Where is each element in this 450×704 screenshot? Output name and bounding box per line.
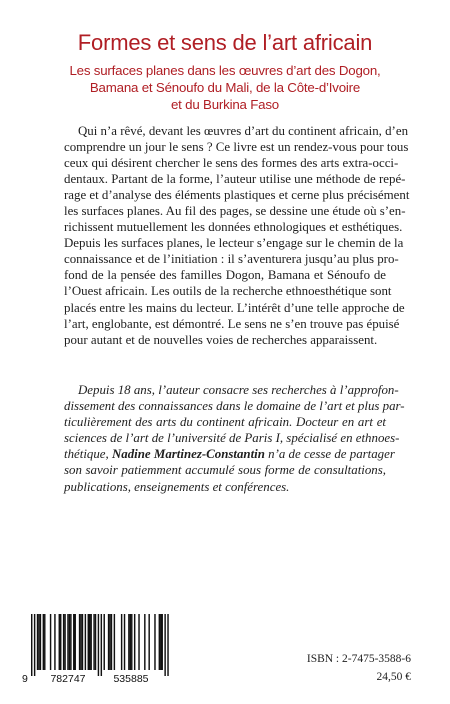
bio-text: n’a de cesse de partager: [264, 447, 395, 462]
description-line: pour autant et de nouvelles voies de recherches apparaissent.: [64, 332, 378, 347]
barcode-bar: [167, 614, 168, 676]
barcode-bar: [114, 614, 115, 670]
bio-line: son savoir patiemment accumulé sous forme de consultations,: [64, 463, 386, 478]
barcode-digits: 535885: [113, 673, 149, 684]
description-line: Qui n’a rêvé, devant les œuvres d’art du continent africain, d’en: [78, 124, 409, 138]
barcode-bar: [50, 614, 51, 670]
book-title: Formes et sens de l’art africain: [77, 30, 373, 55]
price: 24,50 €: [376, 671, 411, 683]
bio-line: publications, enseignements et conférences.: [64, 479, 290, 494]
barcode-bar: [54, 614, 55, 670]
barcode-bar: [159, 614, 160, 670]
barcode-bar: [162, 614, 163, 670]
barcode-bar: [70, 614, 71, 670]
barcode-bar: [104, 614, 105, 670]
barcode-bar: [93, 614, 94, 670]
barcode-bar: [67, 614, 68, 670]
barcode-bar: [59, 614, 60, 670]
barcode-bar: [69, 614, 70, 670]
barcode-bar: [101, 614, 102, 676]
barcode-bar: [109, 614, 110, 670]
barcode-bar: [79, 614, 80, 670]
subtitle-line: et du Burkina Faso: [170, 97, 279, 113]
barcode-bar: [160, 614, 161, 670]
barcode-bars: [31, 614, 169, 676]
barcode-bar: [121, 614, 122, 670]
barcode-bar: [138, 614, 139, 670]
barcode-bar: [34, 614, 35, 676]
barcode-bar: [89, 614, 90, 670]
description-line: l’Ouest africain. Les outils de la recherche ethnoesthétique sont: [64, 284, 392, 299]
bio-line: sciences de l’art de l’université de Paris I, spécialisé en ethnoes-: [64, 431, 400, 446]
description-line: l’art, englobante, est démontré. Le sens ne s’en trouve pas épuisé: [64, 316, 400, 331]
barcode-bar: [128, 614, 129, 670]
barcode-digit: 9: [22, 673, 28, 684]
barcode-bar: [98, 614, 99, 676]
barcode-bar: [44, 614, 45, 670]
book-subtitle: [30, 62, 420, 114]
barcode-bar: [43, 614, 44, 670]
barcode-bar: [40, 614, 41, 670]
bio-line: ticulièrement des arts du continent africain. Docteur en art et: [64, 415, 386, 430]
description-line: fond de la pensée des familles Dogon, Bamana et Sénoufo de: [64, 268, 386, 283]
barcode-bar: [90, 614, 91, 670]
barcode-bar: [148, 614, 149, 670]
barcode-bar: [88, 614, 89, 670]
description-line: comprendre un jour le sens ? Ce livre est un rendez-vous pour tous: [64, 140, 409, 155]
barcode-bar: [108, 614, 109, 670]
barcode-bar: [63, 614, 64, 670]
barcode-bar: [31, 614, 32, 676]
description-line: connaissance et de l’initiation : il s’aventurera jusqu’au plus pro-: [64, 252, 399, 267]
barcode-digits: 782747: [50, 673, 86, 684]
barcode-bar: [64, 614, 65, 670]
barcode-bar: [130, 614, 131, 670]
author-bio: [64, 382, 405, 495]
description-line: les surfaces planes. Au fil des pages, se dessine une étude où s’en-: [64, 204, 406, 219]
barcode-bar: [134, 614, 135, 670]
barcode-bar: [131, 614, 132, 670]
bio-line: Depuis 18 ans, l’auteur consacre ses recherches à l’approfon-: [78, 383, 399, 397]
barcode-bar: [38, 614, 39, 670]
bio-line: dissement des connaissances dans le domaine de l’art et plus par-: [64, 399, 405, 414]
author-name: Nadine Martinez-Constantin: [111, 447, 265, 462]
description-line: Depuis les surfaces planes, le lecteur s’engage sur le chemin de la: [64, 236, 404, 251]
barcode-bar: [75, 614, 76, 670]
barcode-bar: [80, 614, 81, 670]
isbn: ISBN : 2-7475-3588-6: [306, 653, 411, 665]
description-line: rage et d’analyse des éléments plastiques et cerne plus précisément: [64, 188, 410, 203]
description-line: dentaux. Partant de la forme, l’auteur utilise une méthode de repé-: [64, 172, 406, 187]
barcode-bar: [37, 614, 38, 670]
barcode-bar: [60, 614, 61, 670]
subtitle-line: Les surfaces planes dans les œuvres d’art des Dogon,: [69, 63, 381, 78]
barcode-bar: [124, 614, 125, 670]
book-description: [64, 123, 410, 348]
barcode-bar: [95, 614, 96, 670]
barcode-bar: [144, 614, 145, 670]
description-line: placés entre les mains du lecteur. L’intérêt d’une telle approche de: [64, 300, 405, 315]
bio-text: thétique,: [64, 447, 112, 462]
description-line: ceux qui désirent chercher le sens des formes des arts extra-occi-: [64, 156, 399, 171]
barcode-bar: [111, 614, 112, 670]
subtitle-line: Bamana et Sénoufo du Mali, de la Côte-d’Ivoire: [89, 80, 361, 96]
barcode-bar: [82, 614, 83, 670]
barcode: [20, 612, 180, 684]
barcode-bar: [164, 614, 165, 676]
barcode-bar: [85, 614, 86, 670]
barcode-bar: [154, 614, 155, 670]
description-line: richissent mutuellement les données ethnologiques et esthétiques.: [64, 220, 403, 235]
barcode-bar: [73, 614, 74, 670]
bio-line: [64, 446, 395, 462]
